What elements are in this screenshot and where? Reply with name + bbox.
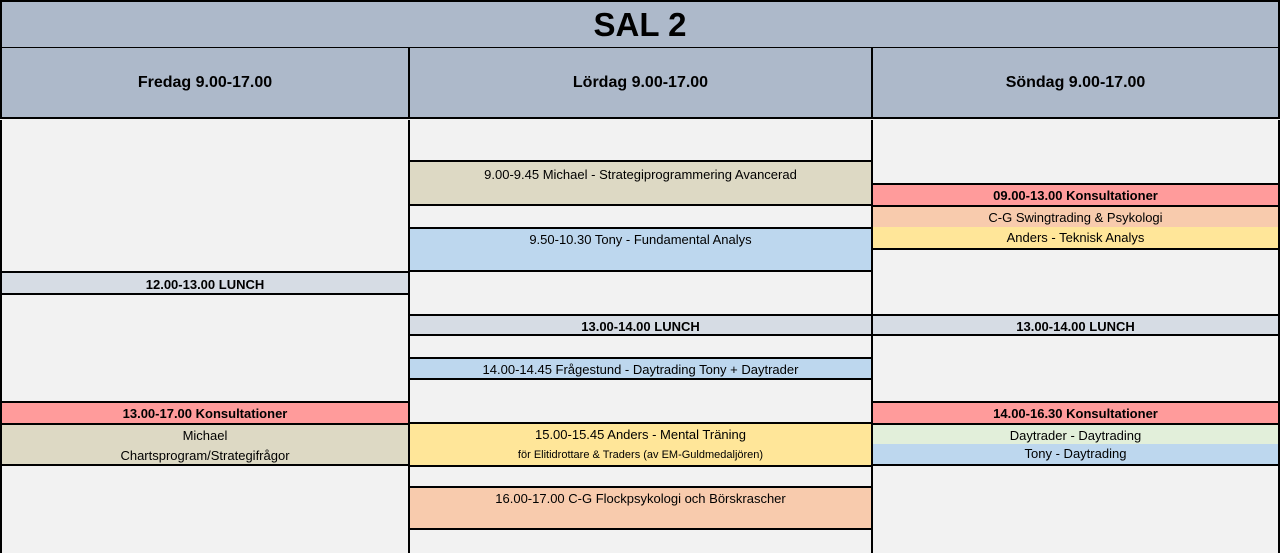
fredag-konsultationer: 13.00-17.00 Konsultationer: [2, 401, 408, 423]
fredag-michael-line2: Chartsprogram/Strategifrågor: [120, 448, 290, 463]
lordag-lunch: 13.00-14.00 LUNCH: [410, 314, 871, 336]
day-header-lordag: Lördag 9.00-17.00: [408, 48, 873, 119]
sondag-konsultationer-afternoon: 14.00-16.30 Konsultationer: [873, 401, 1278, 423]
day-header-fredag: Fredag 9.00-17.00: [0, 48, 410, 119]
lordag-session-cg: 16.00-17.00 C-G Flockpsykologi och Börskrascher: [410, 486, 871, 530]
sondag-cg-swingtrading: C-G Swingtrading & Psykologi: [873, 205, 1278, 227]
fredag-michael-line1: Michael: [182, 428, 228, 443]
lordag-session-michael: 9.00-9.45 Michael - Strategiprogrammering Avancerad: [410, 160, 871, 206]
lordag-session-anders: [410, 422, 871, 467]
day-header-sondag: Söndag 9.00-17.00: [871, 48, 1280, 119]
page-title: SAL 2: [0, 0, 1280, 49]
sondag-daytrader: Daytrader - Daytrading: [873, 423, 1278, 444]
lordag-session-fragestund: 14.00-14.45 Frågestund - Daytrading Tony + Daytrader: [410, 357, 871, 380]
column-fredag: [0, 120, 410, 553]
sondag-konsultationer-morning: 09.00-13.00 Konsultationer: [873, 183, 1278, 205]
sondag-lunch: 13.00-14.00 LUNCH: [873, 314, 1278, 336]
column-lordag: [408, 120, 873, 553]
fredag-michael-session: [2, 423, 408, 466]
fredag-lunch: 12.00-13.00 LUNCH: [2, 271, 408, 295]
sondag-anders-teknisk: Anders - Teknisk Analys: [873, 227, 1278, 250]
column-sondag: [871, 120, 1280, 553]
lordag-anders-line2: för Elitidrottare & Traders (av EM-Guldmedaljören): [517, 449, 764, 461]
lordag-session-tony: 9.50-10.30 Tony - Fundamental Analys: [410, 227, 871, 272]
sondag-tony: Tony - Daytrading: [873, 444, 1278, 466]
lordag-anders-line1: 15.00-15.45 Anders - Mental Träning: [534, 427, 747, 442]
